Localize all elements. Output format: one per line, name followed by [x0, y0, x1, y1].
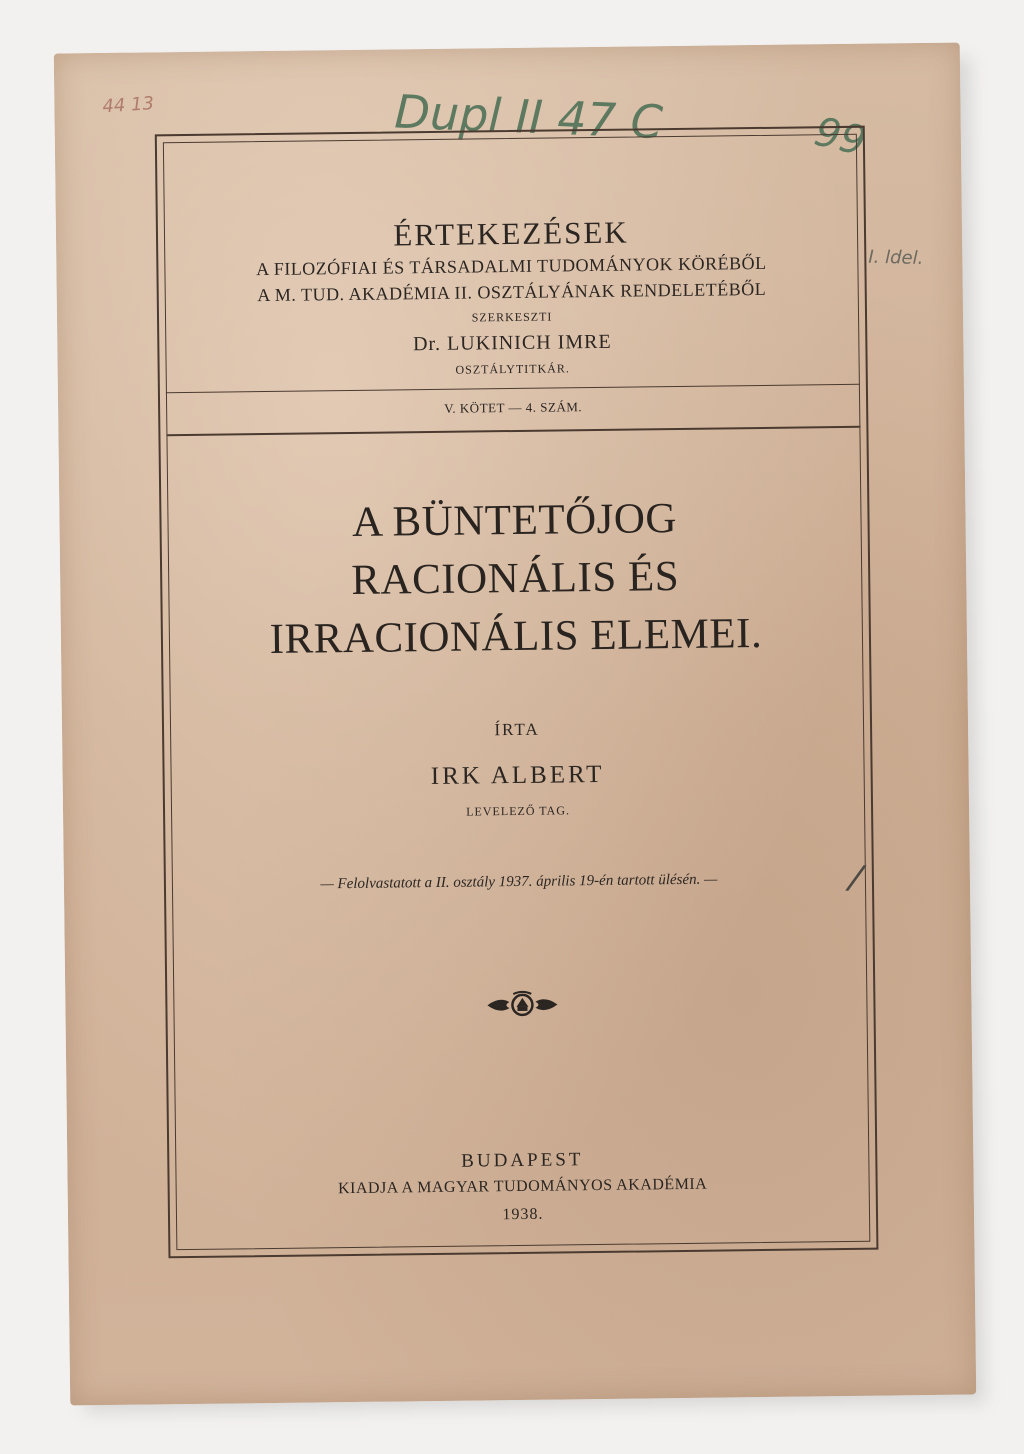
corner-pencil-mark: 44 13	[101, 93, 155, 118]
side-pencil-note: I. ldel.	[868, 246, 924, 269]
series-subtitle-1: A FILOZÓFIAI ÉS TÁRSADALMI TUDOMÁNYOK KÖRÉBŐL	[256, 252, 767, 280]
cover-frame	[155, 126, 879, 1259]
book-title	[161, 488, 869, 671]
series-title: ÉRTEKEZÉSEK	[393, 214, 629, 253]
title-line-2: RACIONÁLIS ÉS	[351, 552, 680, 604]
publication-place: BUDAPEST	[461, 1149, 584, 1172]
publisher: KIADJA A MAGYAR TUDOMÁNYOS AKADÉMIA	[337, 1175, 708, 1198]
volume-number: V. KÖTET — 4. SZÁM.	[444, 399, 583, 416]
author-name: IRK ALBERT	[430, 760, 605, 791]
title-line-1: A BÜNTETŐJOG	[351, 495, 678, 546]
author-role: LEVELEZŐ TAG.	[466, 803, 571, 819]
pencil-tick-mark: /	[846, 857, 865, 899]
editor-name: Dr. LUKINICH IMRE	[412, 330, 612, 356]
publication-year: 1938.	[502, 1205, 544, 1224]
shelfmark-handwriting: Dupl II 47 C	[393, 84, 664, 150]
editor-label: SZERKESZTI	[471, 309, 553, 325]
reading-note: — Felolvastatott a II. osztály 1937. április 19-én tartott ülésén. —	[320, 871, 718, 893]
printer-vignette-icon	[485, 987, 559, 1022]
series-subtitle-2: A M. TUD. AKADÉMIA II. OSZTÁLYÁNAK RENDELETÉBŐL	[257, 278, 767, 306]
by-label: ÍRTA	[494, 719, 540, 740]
title-line-3: IRRACIONÁLIS ELEMEI.	[269, 609, 763, 663]
editor-role: OSZTÁLYTITKÁR.	[455, 361, 570, 377]
booklet-cover	[54, 43, 976, 1406]
shelf-number-handwriting: 99	[810, 108, 871, 166]
